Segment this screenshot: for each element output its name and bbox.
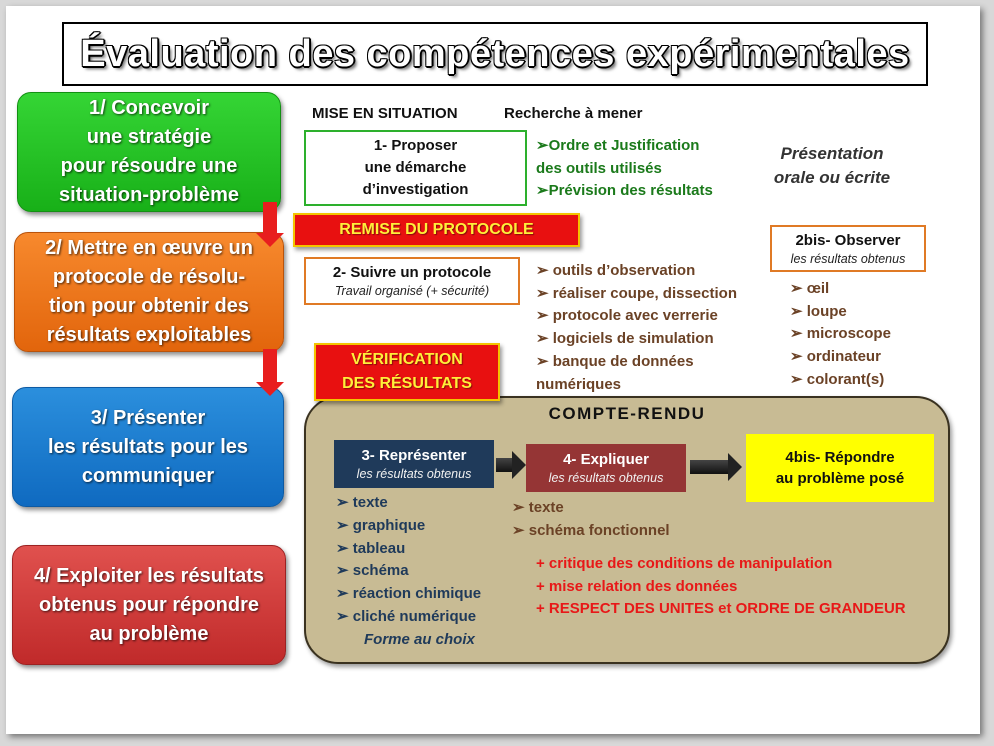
list-item: ➢Prévision des résultats [536, 182, 713, 199]
list-item: ➢ microscope [790, 325, 891, 343]
step-line: 2/ Mettre en œuvre un [45, 237, 253, 259]
right-arrow-icon [496, 458, 512, 472]
forme-au-choix: Forme au choix [364, 630, 475, 648]
observer-title: 2bis- Observer [795, 231, 901, 249]
compte-rendu-title: COMPTE-RENDU [548, 404, 706, 423]
step-line: les résultats pour les [47, 435, 249, 458]
observer-box [770, 225, 926, 272]
step-line: pour résoudre une [60, 155, 238, 177]
step-exploiter [12, 545, 286, 665]
down-arrow-icon [263, 202, 277, 234]
proposer-box [304, 130, 527, 206]
verification-line: DES RÉSULTATS [342, 375, 472, 392]
list-item: ➢ schéma fonctionnel [512, 521, 670, 539]
observer-subtitle: les résultats obtenus [790, 251, 906, 266]
list-item: ➢ schéma [336, 562, 409, 580]
list-item: ➢ cliché numérique [336, 607, 477, 625]
critique-list [536, 553, 906, 621]
list-item: numériques [536, 375, 622, 393]
proposer-line: 1- Proposer [373, 137, 458, 154]
expliquer-box [526, 444, 686, 492]
list-item: ➢ texte [336, 494, 388, 511]
list-item: ➢ logiciels de simulation [536, 330, 714, 348]
list-item: ➢ colorant(s) [790, 370, 885, 388]
list-item: ➢ protocole avec verrerie [536, 307, 718, 325]
title-box [62, 22, 928, 86]
compte-rendu-panel [304, 396, 950, 664]
page-title: Évaluation des compétences expérimentales [80, 32, 910, 75]
step-line: au problème [89, 622, 209, 645]
header-recherche: Recherche à mener [504, 105, 643, 122]
green-list [536, 135, 713, 203]
header-mise-en-situation: MISE EN SITUATION [312, 105, 458, 122]
remise-banner: REMISE DU PROTOCOLE [293, 213, 580, 247]
list-item: ➢ texte [512, 499, 564, 516]
list-item: ➢ réaliser coupe, dissection [536, 284, 737, 302]
expliquer-list [512, 497, 670, 542]
expliquer-title: 4- Expliquer [563, 451, 649, 468]
verification-banner [314, 343, 500, 401]
step-mettre-en-oeuvre [14, 232, 284, 352]
suivre-subtitle: Travail organisé (+ sécurité) [334, 284, 490, 298]
list-item: ➢ ordinateur [790, 348, 881, 366]
list-item: ➢ outils d’observation [536, 262, 696, 279]
list-item: des outils utilisés [536, 159, 662, 177]
step-line: résultats exploitables [46, 324, 252, 346]
step-line: 4/ Exploiter les résultats [33, 564, 265, 587]
list-item: ➢ œil [790, 280, 830, 297]
step-line: communiquer [81, 464, 215, 487]
step-line: tion pour obtenir des [49, 295, 249, 317]
proposer-line: d’investigation [362, 181, 469, 198]
repondre-line: 4bis- Répondre [785, 449, 895, 466]
verification-line: VÉRIFICATION [351, 351, 463, 368]
list-item: ➢ graphique [336, 516, 426, 534]
list-item: + critique des conditions de manipulation [536, 555, 833, 572]
outils-list [536, 260, 737, 396]
step-concevoir [17, 92, 281, 212]
observer-list [790, 278, 891, 392]
expliquer-subtitle: les résultats obtenus [548, 471, 664, 485]
repondre-box [746, 434, 934, 502]
list-item: ➢ tableau [336, 539, 406, 557]
step-line: obtenus pour répondre [39, 593, 259, 616]
step-line: une stratégie [86, 126, 212, 148]
list-item: ➢ loupe [790, 302, 847, 320]
suivre-title: 2- Suivre un protocole [332, 264, 492, 281]
step-line: 1/ Concevoir [88, 97, 210, 119]
presentation-line: orale ou écrite [773, 168, 891, 187]
list-item: ➢ réaction chimique [336, 585, 482, 603]
step-line: situation-problème [58, 184, 239, 206]
representer-list [336, 492, 481, 652]
list-item: ➢Ordre et Justification [536, 137, 700, 154]
presentation-line: Présentation [780, 144, 884, 163]
step-line: protocole de résolu- [52, 266, 246, 288]
step-line: 3/ Présenter [90, 406, 206, 429]
down-arrow-icon [263, 349, 277, 383]
proposer-line: une démarche [364, 159, 467, 176]
suivre-box [304, 257, 520, 305]
list-item: + mise relation des données [536, 577, 738, 595]
right-arrow-icon [690, 460, 728, 474]
list-item: + RESPECT DES UNITES et ORDRE DE GRANDEUR [536, 600, 906, 617]
list-item: ➢ banque de données [536, 352, 694, 370]
step-presenter [12, 387, 284, 507]
representer-subtitle: les résultats obtenus [356, 467, 472, 481]
representer-box [334, 440, 494, 488]
repondre-line: au problème posé [775, 470, 905, 487]
presentation-text [762, 142, 902, 190]
representer-title: 3- Représenter [361, 447, 467, 464]
